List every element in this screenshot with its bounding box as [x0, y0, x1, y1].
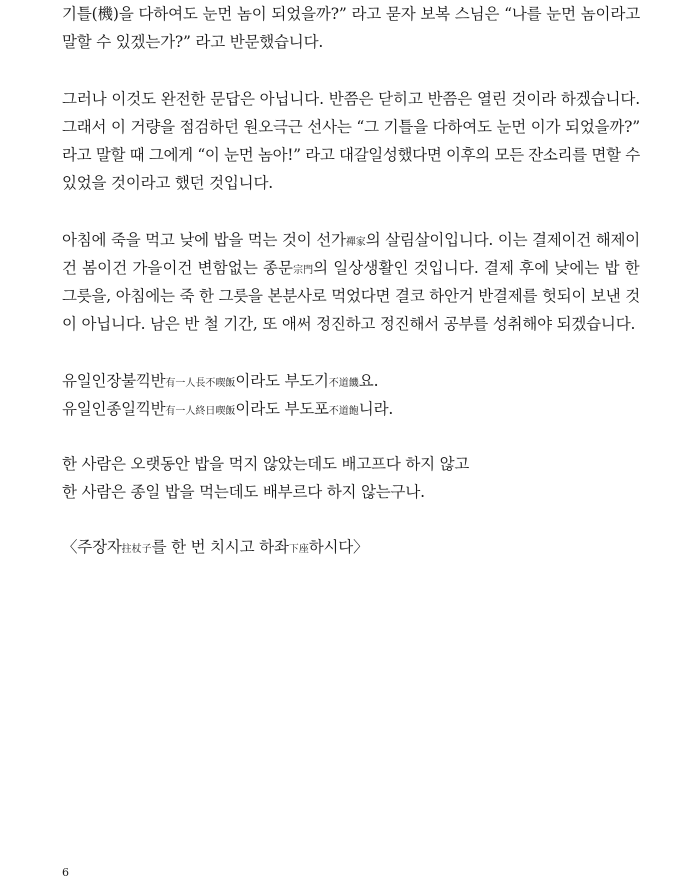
text-segment: 유일인장불끽반 — [62, 372, 166, 390]
text-segment: 아침에 죽을 먹고 낮에 밥을 먹는 것이 선가 — [62, 231, 346, 249]
text-segment: 를 한 번 치시고 하좌 — [151, 538, 289, 556]
text-line — [62, 398, 393, 423]
text-segment: 기틀(機)을 다하여도 눈먼 놈이 되었을까?” 라고 묻자 보복 스님은 “나를 눈먼 놈이라고 — [62, 5, 641, 23]
text-line — [62, 257, 640, 282]
text-segment: 이라도 부도포 — [235, 400, 329, 418]
text-segment: 니라. — [358, 400, 394, 418]
text-segment: 이라도 부도기 — [235, 372, 329, 390]
text-line — [62, 536, 368, 561]
hanja-annotation: 有一人終日喫飯 — [165, 406, 236, 417]
text-segment: 〈주장자 — [62, 538, 122, 556]
text-line — [62, 116, 640, 138]
text-segment: 의 살림살이입니다. 이는 결제이건 해제이 — [365, 231, 641, 249]
text-line — [62, 285, 640, 307]
hanja-annotation: 不道飽 — [328, 406, 359, 417]
text-segment: 말할 수 있겠는가?” 라고 반문했습니다. — [62, 33, 324, 51]
text-segment: 한 사람은 오랫동안 밥을 먹지 않았는데도 배고프다 하지 않고 — [62, 455, 470, 473]
hanja-annotation: 不道饑 — [328, 378, 359, 389]
text-line — [62, 481, 425, 503]
text-segment: 그래서 이 거량을 점검하던 원오극근 선사는 “그 기틀을 다하여도 눈먼 이가 되었을까?” — [62, 118, 640, 136]
text-segment: 그러나 이것도 완전한 문답은 아닙니다. 반쯤은 닫히고 반쯤은 열린 것이라 하겠습니다. — [62, 90, 641, 108]
text-segment: 라고 말할 때 그에게 “이 눈먼 놈아!” 라고 대갈일성했다면 이후의 모든 잔소리를 면할 수 — [62, 146, 640, 164]
text-line — [62, 229, 640, 254]
text-segment: 한 사람은 종일 밥을 먹는데도 배부르다 하지 않는구나. — [62, 483, 425, 501]
text-line — [62, 88, 640, 110]
text-line — [62, 144, 640, 166]
text-segment: 의 일상생활인 것입니다. 결제 후에 낮에는 밥 한 — [313, 259, 640, 277]
text-line — [62, 313, 635, 335]
text-segment: 하시다〉 — [308, 538, 369, 556]
hanja-annotation: 拄杖子 — [121, 544, 152, 555]
page-number: 6 — [62, 866, 69, 879]
hanja-annotation: 宗門 — [293, 265, 314, 276]
text-line — [62, 370, 378, 395]
hanja-annotation: 有一人長不喫飯 — [165, 378, 236, 389]
hanja-annotation: 禪家 — [345, 237, 366, 248]
hanja-annotation: 下座 — [288, 544, 309, 555]
text-segment: 유일인종일끽반 — [62, 400, 166, 418]
text-segment: 건 봄이건 가을이건 변함없는 종문 — [62, 259, 294, 277]
text-segment: 이 아닙니다. 남은 반 철 기간, 또 애써 정진하고 정진해서 공부를 성취해야 되겠습니다. — [62, 315, 636, 333]
text-line — [62, 453, 469, 475]
text-segment: 있었을 것이라고 했던 것입니다. — [62, 174, 273, 192]
text-line — [62, 172, 273, 194]
text-line — [62, 3, 640, 25]
text-segment: 그릇을, 아침에는 죽 한 그릇을 본분사로 먹었다면 결코 하안거 반결제를 헛되이 보낸 것 — [62, 287, 640, 305]
text-segment: 요. — [358, 372, 379, 390]
text-line — [62, 31, 323, 53]
